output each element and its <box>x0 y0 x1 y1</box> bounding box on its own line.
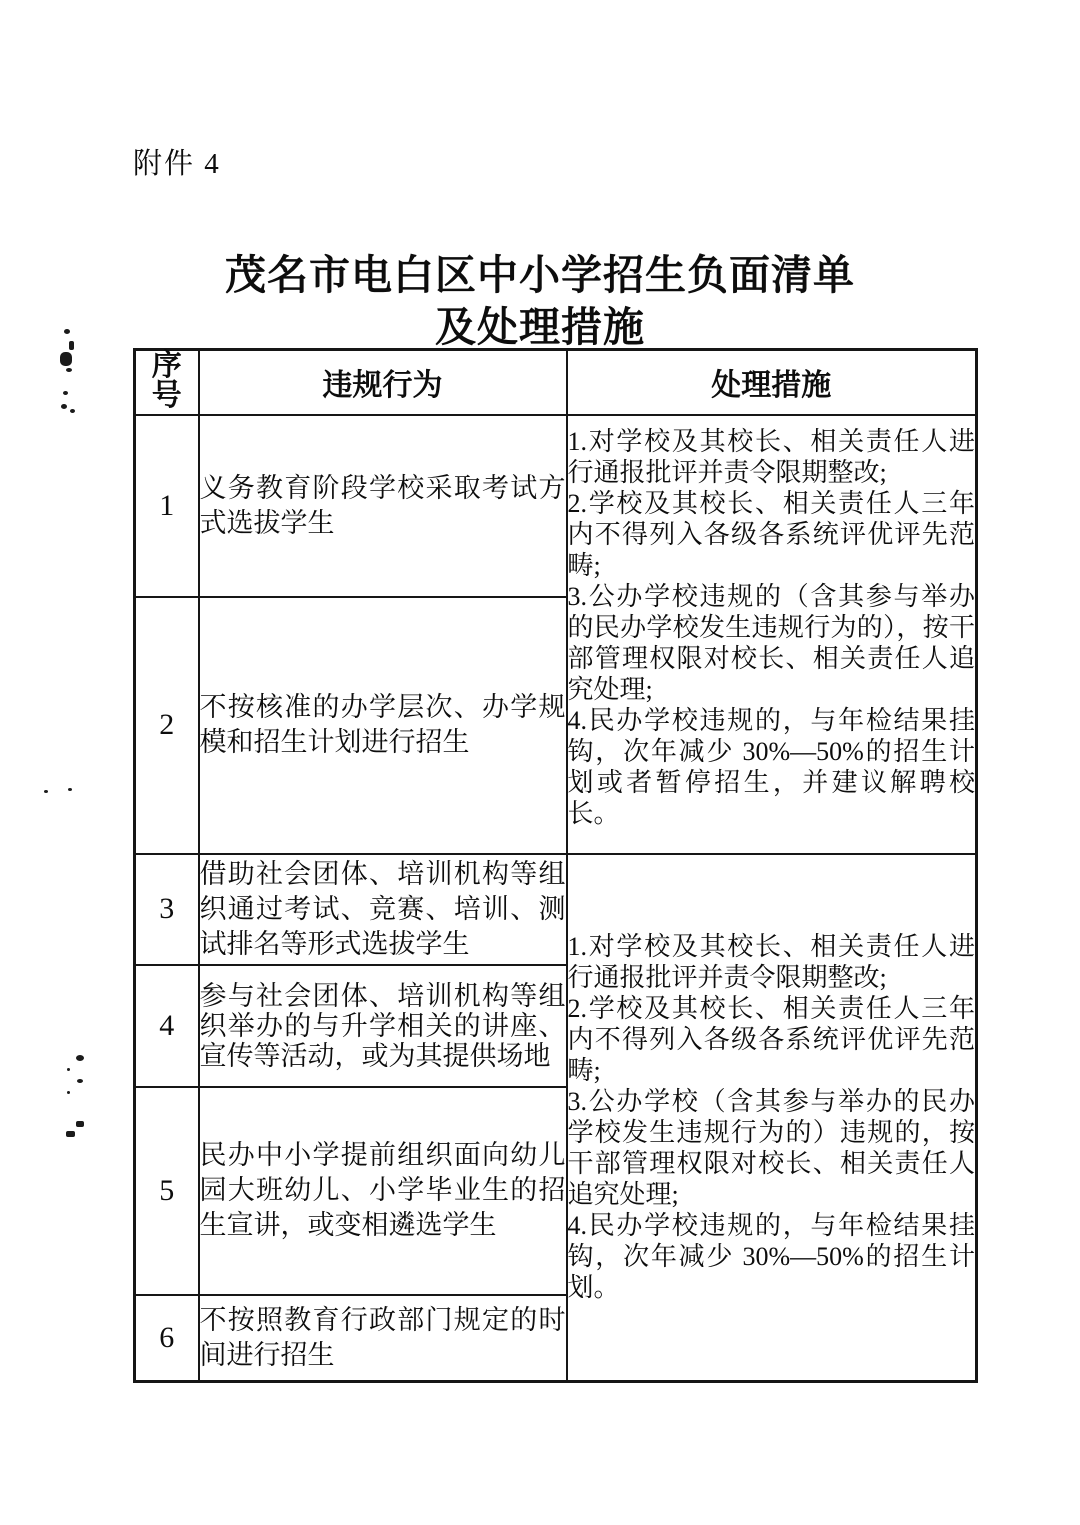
row-6-violation: 不按照教育行政部门规定的时间进行招生 <box>199 1295 567 1382</box>
scan-speck <box>61 404 67 409</box>
scan-speck <box>67 1068 70 1071</box>
scan-speck <box>66 1131 75 1137</box>
measure-item: 2.学校及其校长、相关责任人三年内不得列入各级各系统评优评先范畴; <box>567 488 975 580</box>
row-4-violation: 参与社会团体、培训机构等组织举办的与升学相关的讲座、宣传等活动，或为其提供场地 <box>199 965 567 1087</box>
scan-speck <box>76 1055 84 1061</box>
scan-speck <box>63 391 68 395</box>
scan-speck <box>76 1121 84 1127</box>
scan-speck <box>68 788 72 791</box>
header-index <box>135 350 199 415</box>
row-4-index: 4 <box>135 965 199 1087</box>
header-measure: 处理措施 <box>567 350 977 415</box>
row-2-violation: 不按核准的办学层次、办学规模和招生计划进行招生 <box>199 597 567 854</box>
document-title-line2: 及处理措施 <box>435 304 645 350</box>
measure-item: 2.学校及其校长、相关责任人三年内不得列入各级各系统评优评先范畴; <box>567 994 975 1086</box>
row-5-index: 5 <box>135 1087 199 1295</box>
document-title <box>0 249 1080 353</box>
measure-item: 4.民办学校违规的，与年检结果挂钩，次年减少 30%—50%的招生计划。 <box>567 1211 975 1303</box>
row-6-index: 6 <box>135 1295 199 1382</box>
measure-item: 1.对学校及其校长、相关责任人进行通报批评并责令限期整改; <box>567 426 975 487</box>
row-2-index: 2 <box>135 597 199 854</box>
table-header-row <box>135 350 977 415</box>
measure-item: 1.对学校及其校长、相关责任人进行通报批评并责令限期整改; <box>567 932 975 993</box>
measure-item: 3.公办学校违规的（含其参与举办的民办学校发生违规行为的），按干部管理权限对校长、相关责任人追究处理; <box>567 581 975 704</box>
row-3-violation: 借助社会团体、培训机构等组织通过考试、竞赛、培训、测试排名等形式选拔学生 <box>199 854 567 965</box>
row-3-index: 3 <box>135 854 199 965</box>
scan-speck <box>64 329 70 334</box>
scan-speck <box>69 341 74 350</box>
negative-list-table <box>133 348 978 1383</box>
table-row <box>135 854 977 965</box>
header-violation: 违规行为 <box>199 350 567 415</box>
scan-speck <box>44 790 48 793</box>
header-index-label: 序号 <box>151 349 182 413</box>
scan-speck <box>60 352 72 366</box>
table-row <box>135 415 977 597</box>
measures-group-2 <box>567 854 977 1382</box>
measures-group-1 <box>567 415 977 854</box>
scan-speck <box>70 409 75 413</box>
scan-speck <box>66 368 72 372</box>
measure-item: 3.公办学校（含其参与举办的民办学校发生违规行为的）违规的，按干部管理权限对校长、相关责任人追究处理; <box>567 1087 975 1210</box>
scan-speck <box>77 1079 83 1083</box>
measure-item: 4.民办学校违规的，与年检结果挂钩，次年减少 30%—50%的招生计划或者暂停招生，并建议解聘校长。 <box>567 705 975 828</box>
attachment-label: 附件 4 <box>133 148 221 180</box>
row-5-violation: 民办中小学提前组织面向幼儿园大班幼儿、小学毕业生的招生宣讲，或变相遴选学生 <box>199 1087 567 1295</box>
row-1-index: 1 <box>135 415 199 597</box>
document-title-line1: 茂名市电白区中小学招生负面清单 <box>225 252 855 298</box>
row-1-violation: 义务教育阶段学校采取考试方式选拔学生 <box>199 415 567 597</box>
scan-speck <box>67 1091 70 1094</box>
